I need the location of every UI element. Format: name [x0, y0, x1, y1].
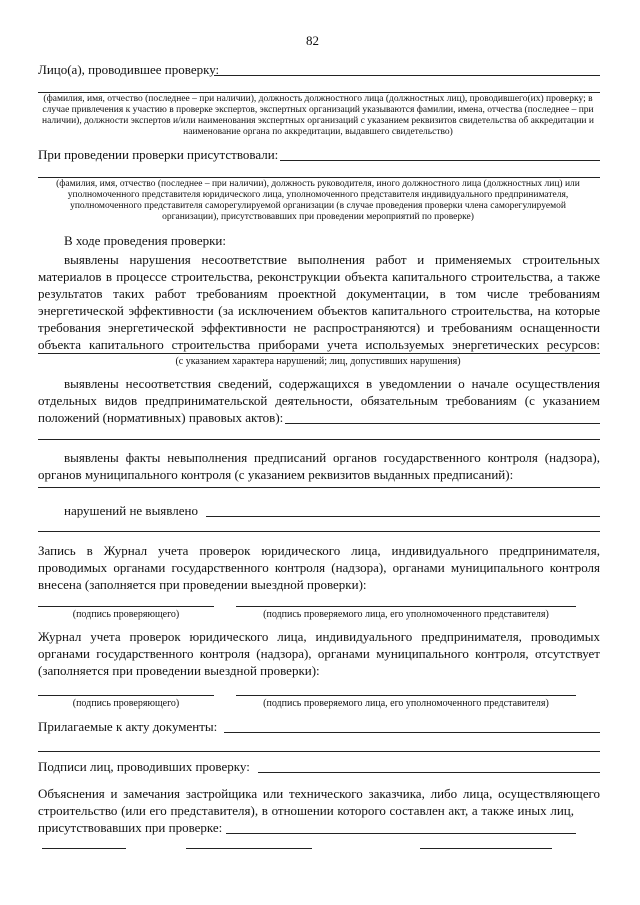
present-note-1: (фамилия, имя, отчество (последнее – при наличии), должность руководителя, иного должностного лица (должностных лиц) или	[56, 179, 580, 189]
page-number: 82	[306, 33, 319, 48]
inspectors-note-2: случае привлечения к участию в проверке экспертов, экспертных организаций указываются фамилии, имена, отчества (последнее – при	[42, 105, 594, 115]
mismatch-field-line-2[interactable]	[38, 439, 600, 440]
present-note-3: уполномоченного представителя саморегулируемой организации (в случае проведения проверки члена саморегулируемой	[70, 201, 566, 211]
attachments-label: Прилагаемые к акту документы:	[38, 719, 218, 734]
mismatch-line-1: выявлены несоответствия сведений, содержащихся в уведомлении о начале осуществления	[64, 376, 600, 391]
attachments-field-line-2[interactable]	[38, 751, 600, 752]
violations-line-3: результатов таких работ требованиям проектной документации, в том числе требованиям	[38, 286, 600, 301]
no-violations-label: нарушений не выявлено	[64, 503, 198, 518]
no-violations-field[interactable]	[206, 516, 600, 517]
inspectors-note-3: наличии), должности экспертов и/или наименования экспертных организаций с указанием реквизитов свидетельства об аккредитации и	[42, 116, 594, 126]
mismatch-line-2: отдельных видов предпринимательской деятельности, обязательным требованиям (с указанием	[38, 393, 600, 408]
journal-entry-line-1: Запись в Журнал учета проверок юридического лица, индивидуального предпринимателя,	[38, 543, 600, 558]
present-field[interactable]	[280, 160, 600, 161]
during-heading: В ходе проведения проверки:	[64, 233, 227, 248]
violations-line-1: выявлены нарушения несоответствие выполнения работ и применяемых строительных	[64, 252, 600, 267]
present-field-line-2[interactable]	[38, 177, 600, 178]
journal-missing-sig-inspected-label: (подпись проверяемого лица, его уполномоченного представителя)	[263, 698, 549, 709]
violations-field[interactable]	[38, 353, 600, 354]
orders-line-2: органов муниципального контроля (с указанием реквизитов выданных предписаний):	[38, 467, 514, 482]
signatures-field[interactable]	[258, 772, 600, 773]
violations-line-6: объекта капитального строительства приборами учета используемых энергетических ресурсов:	[38, 337, 600, 352]
inspectors-field[interactable]	[214, 75, 600, 76]
no-violations-field-line-2[interactable]	[38, 531, 600, 532]
explanations-sign-1[interactable]	[42, 848, 126, 849]
inspectors-note-4: наименование органа по аккредитации, выдавшего свидетельство)	[183, 127, 453, 137]
journal-entry-sign-inspected[interactable]	[236, 606, 576, 607]
journal-missing-sign-inspector[interactable]	[38, 695, 214, 696]
journal-entry-sign-inspector[interactable]	[38, 606, 214, 607]
signatures-label: Подписи лиц, проводивших проверку:	[38, 759, 250, 774]
mismatch-line-3: положений (нормативных) правовых актов):	[38, 410, 284, 425]
attachments-field[interactable]	[224, 732, 600, 733]
journal-entry-line-2: проводимых органами государственного контроля (надзора), органами муниципального контроля	[38, 560, 600, 575]
journal-entry-sig-inspector-label: (подпись проверяющего)	[72, 609, 180, 620]
orders-line-1: выявлены факты невыполнения предписаний органов государственного контроля (надзора),	[64, 450, 600, 465]
inspectors-label: Лицо(а), проводившее проверку:	[38, 62, 220, 77]
explanations-line-1: Объяснения и замечания застройщика или технического заказчика, либо лица, осуществляющего	[38, 786, 600, 801]
violations-line-4: энергетической эффективности (за исключением объектов капитального строительства, на которые	[38, 303, 600, 318]
present-note-4: организации), присутствовавших при проведении мероприятий по проверке)	[162, 212, 474, 222]
violations-note: (с указанием характера нарушений; лиц, допустивших нарушения)	[175, 356, 461, 367]
inspectors-field-line-2[interactable]	[38, 92, 600, 93]
explanations-field[interactable]	[226, 833, 576, 834]
orders-field[interactable]	[38, 487, 600, 488]
inspectors-note-1: (фамилия, имя, отчество (последнее – при наличии), должность должностного лица (должностных лиц), проводившего(их) проверку; в	[43, 94, 593, 104]
explanations-sign-3[interactable]	[420, 848, 552, 849]
mismatch-field[interactable]	[285, 423, 600, 424]
journal-missing-line-2: органами государственного контроля (надзора), органами муниципального контроля, отсутствует	[38, 646, 600, 661]
journal-missing-line-1: Журнал учета проверок юридического лица, индивидуального предпринимателя, проводимых	[38, 629, 600, 644]
explanations-line-3: присутствовавших при проверке:	[38, 820, 223, 835]
present-label: При проведении проверки присутствовали:	[38, 147, 279, 162]
journal-missing-line-3: (заполняется при проведении выездной проверки):	[38, 663, 320, 678]
explanations-sign-2[interactable]	[186, 848, 312, 849]
violations-line-5: требования энергетической эффективности не распространяются) и требованиям оснащенности	[38, 320, 600, 335]
journal-missing-sig-inspector-label: (подпись проверяющего)	[72, 698, 180, 709]
present-note-2: уполномоченного представителя юридического лица, уполномоченного представителя индивидуального предпринимателя,	[67, 190, 569, 200]
violations-line-2: материалов в процессе строительства, реконструкции объекта капитального строительства, а также	[38, 269, 600, 284]
journal-entry-sig-inspected-label: (подпись проверяемого лица, его уполномоченного представителя)	[263, 609, 549, 620]
explanations-line-2: строительство (или его представителя), в отношении которого составлен акт, а также иных лиц,	[38, 803, 574, 818]
journal-missing-sign-inspected[interactable]	[236, 695, 576, 696]
journal-entry-line-3: внесена (заполняется при проведении выездной проверки):	[38, 577, 367, 592]
